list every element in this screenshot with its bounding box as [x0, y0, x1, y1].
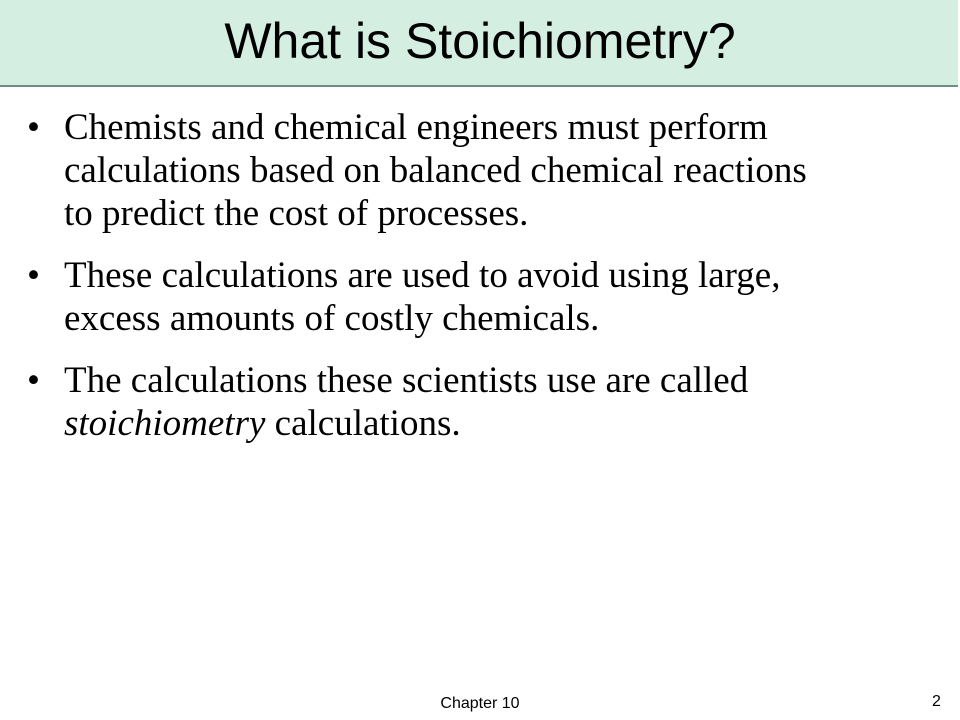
- bullet-text: calculations.: [265, 403, 461, 444]
- bullet-point-icon: •: [27, 360, 40, 401]
- bullet-line: These calculations are used to avoid using large,: [64, 255, 781, 296]
- slide-title: What is Stoichiometry?: [224, 13, 736, 69]
- bullet-item: [0, 106, 960, 235]
- bullet-list: [0, 106, 960, 464]
- bullet-line: excess amounts of costly chemicals.: [64, 298, 600, 339]
- bullet-point-icon: •: [27, 107, 40, 148]
- page-number: 2: [932, 693, 941, 710]
- bullet-line: Chemists and chemical engineers must perform: [64, 107, 768, 148]
- footer-chapter: Chapter 10: [440, 695, 520, 712]
- bullet-line: to predict the cost of processes.: [64, 193, 529, 234]
- bullet-line: calculations based on balanced chemical reactions: [64, 150, 807, 191]
- bullet-line: [64, 402, 960, 445]
- bullet-item: [0, 359, 960, 445]
- italic-term: stoichiometry: [64, 403, 266, 444]
- bullet-point-icon: •: [27, 255, 40, 296]
- bullet-line: The calculations these scientists use are called: [64, 360, 749, 401]
- bullet-item: [0, 254, 960, 340]
